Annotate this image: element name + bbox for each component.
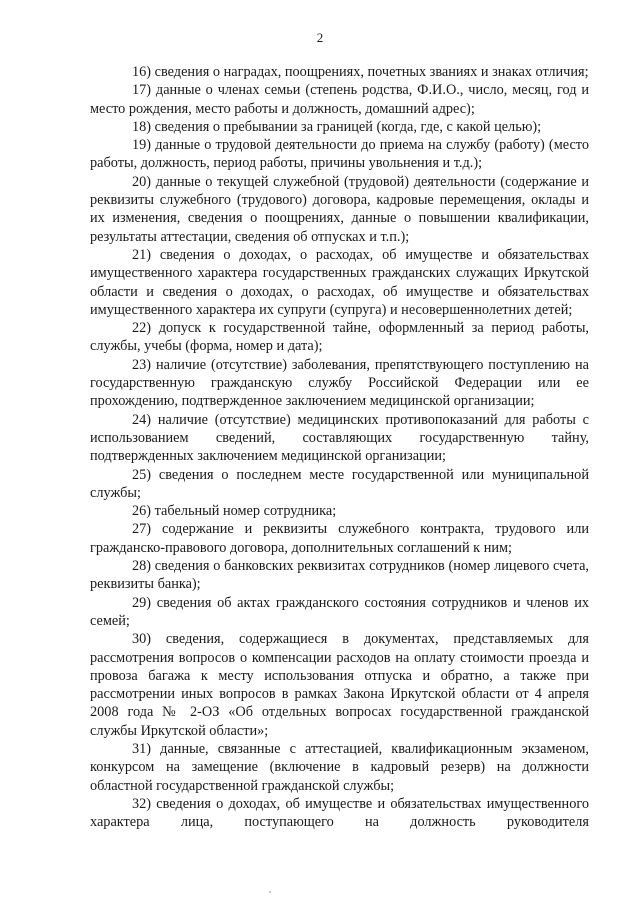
list-item-29: 29) сведения об актах гражданского состояния сотрудников и членов их семей; (90, 594, 589, 629)
document-body (90, 63, 589, 831)
list-item-23: 23) наличие (отсутствие) заболевания, препятствующего поступлению на государственную гражданскую службу Российской Федерации или ее прохождению, подтвержденное заключением медицинской организации; (90, 356, 589, 410)
list-item-30: 30) сведения, содержащиеся в документах, представляемых для рассмотрения вопросов о компенсации расходов на оплату стоимости проезда и провоза багажа к месту использования отпуска и обратно, а также при рассмотрении иных вопросов в рамках Закона Иркутской области от 4 апреля 2008 года № 2-ОЗ «Об отдельных вопросах государственной гражданской службы Иркутской области»; (90, 631, 589, 739)
list-item-17: 17) данные о членах семьи (степень родства, Ф.И.О., число, месяц, год и место рождения, место работы и должность, домашний адрес); (90, 82, 589, 117)
list-item-25: 25) сведения о последнем месте государственной или муниципальной службы; (90, 466, 589, 501)
list-item-21: 21) сведения о доходах, о расходах, об имуществе и обязательствах имущественного характера государственных гражданских служащих Иркутской области и сведения о доходах, о расходах, об имуществе и обязательствах имущественного характера их супруги (супруга) и несовершеннолетних детей; (90, 246, 589, 318)
list-item-24: 24) наличие (отсутствие) медицинских противопоказаний для работы с использованием сведений, составляющих государственную тайну, подтвержденных заключением медицинской организации; (90, 411, 589, 465)
list-item-26: 26) табельный номер сотрудника; (132, 503, 337, 520)
list-item-22: 22) допуск к государственной тайне, оформленный за период работы, службы, учебы (форма, номер и дата); (90, 320, 589, 355)
list-item-32: 32) сведения о доходах, об имуществе и обязательствах имущественного характера лица, поступающего на должность руководителя (90, 795, 589, 831)
list-item-28: 28) сведения о банковских реквизитах сотрудников (номер лицевого счета, реквизиты банка); (90, 558, 589, 593)
scan-speck (269, 891, 271, 893)
list-item-16: 16) сведения о наградах, поощрениях, почетных званиях и знаках отличия; (132, 64, 589, 80)
page-number: 2 (316, 30, 324, 45)
list-item-20: 20) данные о текущей служебной (трудовой) деятельности (содержание и реквизиты служебного (трудового) договора, кадровые перемещения, оклады и их изменения, сведения о поощрениях, данные о повышении квалификации, результаты аттестации, сведения об отпусках и т.п.); (90, 173, 589, 245)
list-item-18: 18) сведения о пребывании за границей (когда, где, с какой целью); (132, 118, 542, 135)
list-item-27: 27) содержание и реквизиты служебного контракта, трудового или гражданско-правового договора, дополнительных соглашений к ним; (90, 521, 589, 556)
list-item-19: 19) данные о трудовой деятельности до приема на службу (работу) (место работы, должность, период работы, причины увольнения и т.д.); (90, 137, 589, 172)
list-item-31: 31) данные, связанные с аттестацией, квалификационным экзаменом, конкурсом на замещение (включение в кадровый резерв) на должности областной государственной гражданской службы; (90, 740, 589, 794)
